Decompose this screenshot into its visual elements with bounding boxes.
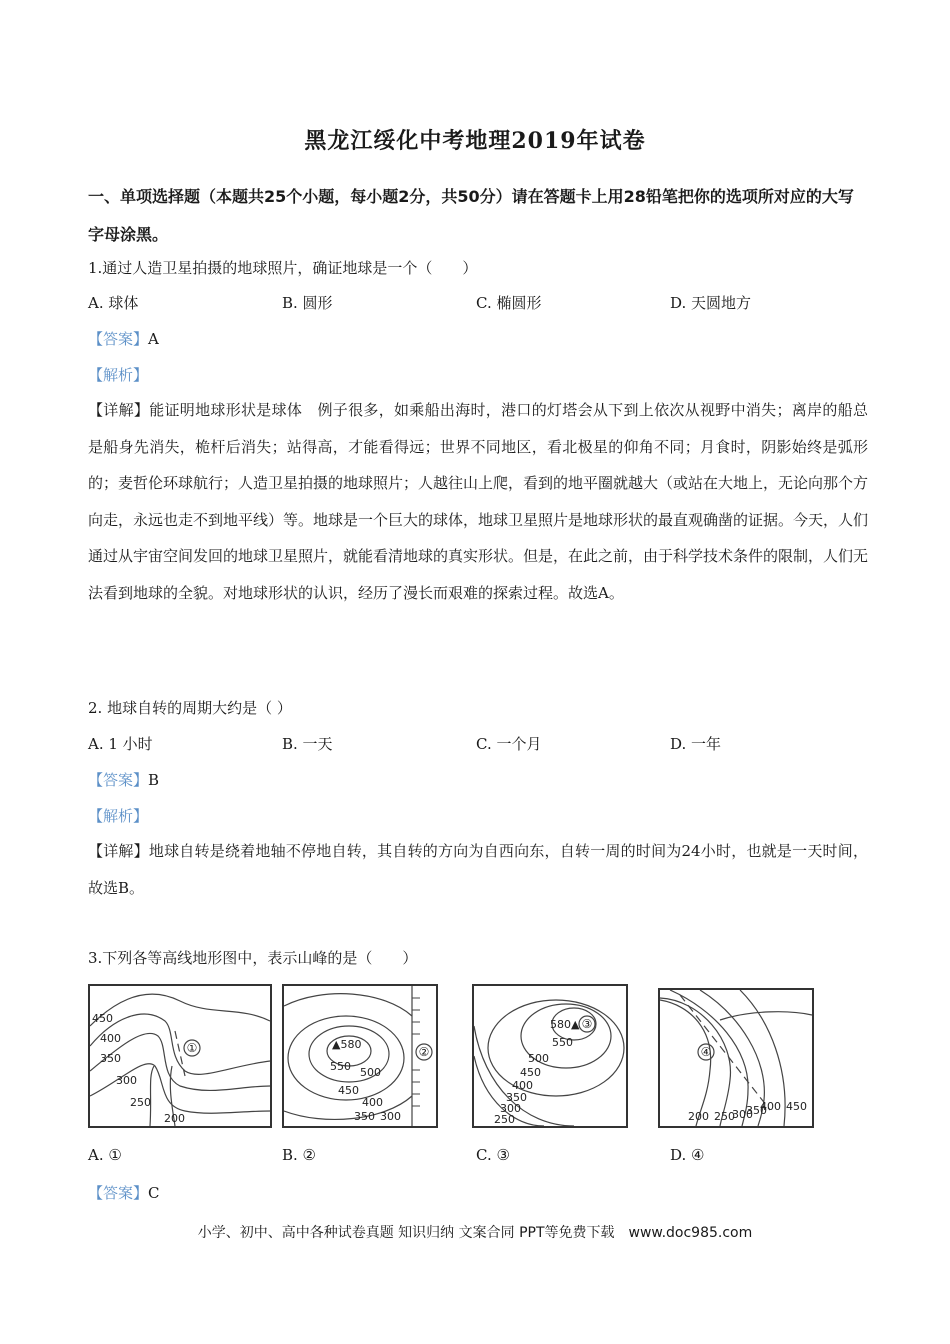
q1-detail [88, 392, 868, 611]
q3-answer [88, 1182, 160, 1203]
contour-map-3 [472, 984, 628, 1128]
q1-option-c: C. 椭圆形 [476, 294, 542, 312]
answer-value: B [148, 771, 160, 789]
peak-label: ▲580 [332, 1038, 362, 1051]
contour-label: 400 [512, 1079, 533, 1092]
map-marker: ④ [700, 1045, 712, 1059]
contour-map-2 [282, 984, 438, 1128]
q2-option-d: D. 一年 [670, 735, 722, 753]
contour-label: 500 [528, 1052, 549, 1065]
contour-label: 300 [732, 1108, 753, 1121]
detail-text: 能证明地球形状是球体 例子很多，如乘船出海时，港口的灯塔会从下到上依次从视野中消失；离岸的船总是船身先消失，桅杆后消失；站得高，才能看得远；世界不同地区，看北极星的仰角不同；月食时，阴影始终是弧形的；麦哲伦环球航行；人造卫星拍摄的地球照片；人越往山上爬，看到的地平圈就越大（或站在大地上，无论向那个方向走，永远也走不到地平线）等。地球是一个巨大的球体，地球卫星照片是地球形状的最直观确凿的证据。今天，人们通过从宇宙空间发回的地球卫星照片，就能看清地球的真实形状。但是，在此之前，由于科学技术条件的限制，人们无法看到地球的全貌。对地球形状的认识，经历了漫长而艰难的探索过程。故选A。 [88, 401, 869, 602]
contour-label: 400 [100, 1032, 121, 1045]
contour-label: 350 [100, 1052, 121, 1065]
answer-tag: 【答案】 [88, 330, 149, 348]
answer-value: C [148, 1184, 160, 1202]
answer-value: A [148, 330, 159, 348]
q1-analysis-tag: 【解析】 [88, 366, 149, 384]
contour-label: 300 [116, 1074, 137, 1087]
map-marker: ② [418, 1045, 430, 1059]
q2-option-a: A. 1 小时 [88, 735, 153, 753]
contour-label: 450 [520, 1066, 541, 1079]
contour-label: 200 [688, 1110, 709, 1123]
contour-label: 400 [760, 1100, 781, 1113]
peak-label: 580▲ [550, 1018, 580, 1031]
q2-stem: 2. 地球自转的周期大约是（ ） [88, 699, 292, 717]
contour-label: 300 [380, 1110, 401, 1123]
contour-label: 500 [360, 1066, 381, 1079]
q2-answer [88, 769, 159, 790]
contour-label: 350 [354, 1110, 375, 1123]
contour-label: 350 [506, 1091, 527, 1104]
q3-option-b: B. ② [282, 1146, 317, 1164]
answer-tag: 【答案】 [88, 1184, 149, 1202]
contour-label: 550 [552, 1036, 573, 1049]
contour-label: 250 [494, 1113, 515, 1126]
q2-option-c: C. 一个月 [476, 735, 542, 753]
contour-label: 200 [164, 1112, 185, 1125]
q1-stem: 1.通过人造卫星拍摄的地球照片，确证地球是一个（ ） [88, 259, 478, 277]
detail-tag: 【详解】 [88, 401, 150, 419]
contour-label: 300 [500, 1102, 521, 1115]
contour-label: 250 [714, 1110, 735, 1123]
detail-text: 地球自转是绕着地轴不停地自转，其自转的方向为自西向东，自转一周的时间为24小时，也就是一天时间，故选B。 [88, 842, 868, 897]
q1-option-b: B. 圆形 [282, 294, 333, 312]
map-marker: ③ [581, 1017, 593, 1031]
q3-option-c: C. ③ [476, 1146, 510, 1164]
contour-label: 450 [786, 1100, 807, 1113]
map-marker: ① [186, 1041, 198, 1055]
q1-option-d: D. 天圆地方 [670, 294, 752, 312]
contour-label: 400 [362, 1096, 383, 1109]
q1-option-a: A. 球体 [88, 294, 139, 312]
section-heading: 一、单项选择题（本题共25个小题，每小题2分，共50分）请在答题卡上用28铅笔把你的选项所对应的大写字母涂黑。 [88, 187, 854, 244]
q2-option-b: B. 一天 [282, 735, 333, 753]
q2-analysis-tag: 【解析】 [88, 807, 149, 825]
q3-option-d: D. ④ [670, 1146, 705, 1164]
q1-answer [88, 328, 159, 349]
q2-detail [88, 833, 868, 906]
q3-option-a: A. ① [88, 1146, 122, 1164]
contour-label: 450 [92, 1012, 113, 1025]
contour-label: 450 [338, 1084, 359, 1097]
contour-map-1 [88, 984, 272, 1128]
q3-stem: 3.下列各等高线地形图中，表示山峰的是（ ） [88, 949, 418, 967]
detail-tag: 【详解】 [88, 842, 149, 860]
contour-label: 350 [746, 1104, 767, 1117]
page-title: 黑龙江绥化中考地理2019年试卷 [304, 128, 646, 154]
page-footer: 小学、初中、高中各种试卷真题 知识归纳 文案合同 PPT等免费下载 www.doc985.com [197, 1225, 753, 1241]
contour-label: 550 [330, 1060, 351, 1073]
answer-tag: 【答案】 [88, 771, 149, 789]
contour-map-4 [658, 988, 814, 1128]
contour-label: 250 [130, 1096, 151, 1109]
